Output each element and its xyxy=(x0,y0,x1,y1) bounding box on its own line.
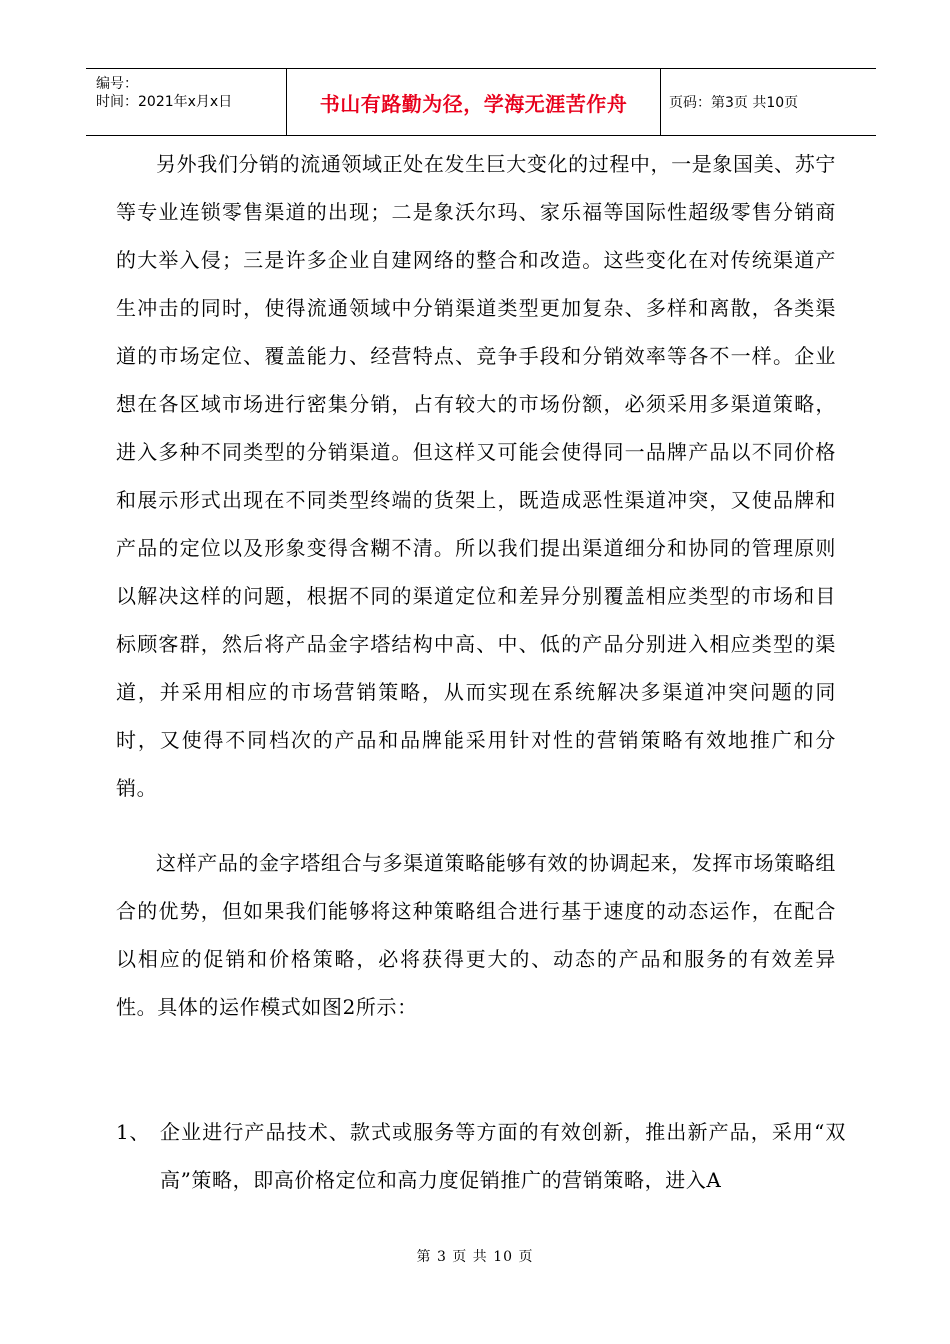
page-header xyxy=(86,68,876,136)
body-paragraph: 另外我们分销的流通领域正处在发生巨大变化的过程中，一是象国美、苏宁等专业连锁零售渠道的出现；二是象沃尔玛、家乐福等国际性超级零售分销商的大举入侵；三是许多企业自建网络的整合和改造。这些变化在对传统渠道产生冲击的同时，使得流通领域中分销渠道类型更加复杂、多样和离散，各类渠道的市场定位、覆盖能力、经营特点、竞争手段和分销效率等各不一样。企业想在各区域市场进行密集分销，占有较大的市场份额，必须采用多渠道策略，进入多种不同类型的分销渠道。但这样又可能会使得同一品牌产品以不同价格和展示形式出现在不同类型终端的货架上，既造成恶性渠道冲突，又使品牌和产品的定位以及形象变得含糊不清。所以我们提出渠道细分和协同的管理原则以解决这样的问题，根据不同的渠道定位和差异分别覆盖相应类型的市场和目标顾客群，然后将产品金字塔结构中高、中、低的产品分别进入相应类型的渠道，并采用相应的市场营销策略，从而实现在系统解决多渠道冲突问题的同时，又使得不同档次的产品和品牌能采用针对性的营销策略有效地推广和分销。 xyxy=(116,152,836,800)
header-page-cell xyxy=(661,69,876,135)
header-motto-cell xyxy=(287,69,661,135)
document-time-label: 时间：2021年x月x日 xyxy=(96,94,233,110)
header-motto: 书山有路勤为径，学海无涯苦作舟 xyxy=(319,91,628,116)
header-page-number: 页码：第3页 共10页 xyxy=(669,95,799,111)
document-body xyxy=(116,140,836,1031)
list-item-number: 1、 xyxy=(116,1120,150,1144)
document-number-label: 编号： xyxy=(96,76,138,92)
page-footer: 第 3 页 共 10 页 xyxy=(416,1249,534,1265)
list-item-text: 企业进行产品技术、款式或服务等方面的有效创新，推出新产品，采用“双高”策略，即高价格定位和高力度促销推广的营销策略，进入A xyxy=(160,1120,846,1192)
body-paragraph: 这样产品的金字塔组合与多渠道策略能够有效的协调起来，发挥市场策略组合的优势，但如果我们能够将这种策略组合进行基于速度的动态运作，在配合以相应的促销和价格策略，必将获得更大的、动态的产品和服务的有效差异性。具体的运作模式如图2所示： xyxy=(116,851,836,1019)
numbered-list-item xyxy=(116,1108,846,1204)
header-meta xyxy=(86,69,287,135)
